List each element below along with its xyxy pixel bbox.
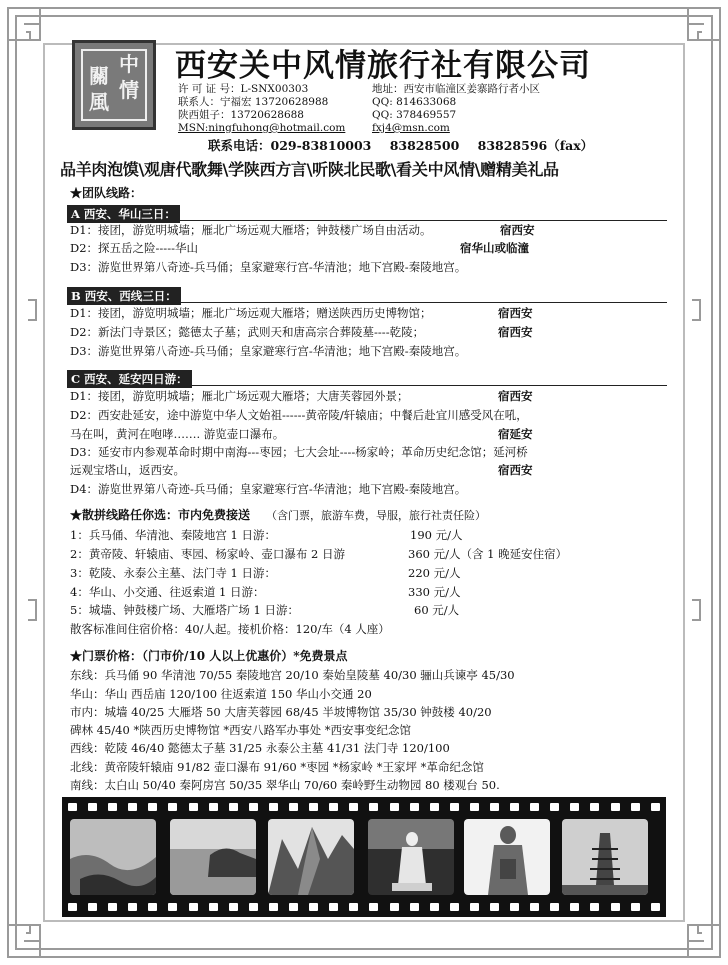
- sanpin-item-2: 2：黄帝陵、轩辕庙、枣园、杨家岭、壶口瀑布 2 日游: [70, 547, 345, 561]
- route-b-day-2: D2：新法门寺景区；懿德太子墓；武则天和唐高宗合葬陵墓----乾陵；: [70, 325, 425, 339]
- contact-phones: 联系电话：029-83810003 83828500 83828596（fax）: [208, 138, 594, 153]
- route-a-day-2: D2：探五岳之险-----华山: [70, 241, 198, 255]
- ticket-line-city-2: 碑林 45/40 *陕西历史博物馆 *西安八路军办事处 *西安事变纪念馆: [70, 723, 412, 737]
- pagoda-photo: [562, 819, 648, 895]
- statue-photo: [368, 819, 454, 895]
- terracotta-warrior-photo: [464, 819, 550, 895]
- sanpin-item-5: 5：城墙、钟鼓楼广场、大雁塔广场 1 日游：: [70, 603, 299, 617]
- info-left: 许 可 证 号：L-SNX00303 联系人：宁福宏 13720628988 陕西姐子：13720628688 MSN:ningfuhong@hotmail.com: [178, 83, 346, 134]
- seaside-rocks-photo: [70, 819, 156, 895]
- sanpin-price-3: 220 元/人: [408, 566, 461, 580]
- route-c-day-3-stay: 宿西安: [498, 463, 533, 477]
- route-b-day-1: D1：接团，游览明城墙；雁北广场远观大雁塔；赠送陕西历史博物馆；: [70, 306, 432, 320]
- ticket-line-west: 西线：乾陵 46/40 懿德太子墓 31/25 永泰公主墓 41/31 法门寺 120/100: [70, 741, 450, 755]
- route-c-day-2-cont: 马在叫，黄河在咆哮……. 游览壶口瀑布。: [70, 427, 285, 441]
- ticket-line-north: 北线：黄帝陵轩辕庙 91/82 壶口瀑布 91/60 *枣园 *杨家岭 *王家坪 *革命纪念馆: [70, 760, 484, 774]
- film-strip: [62, 797, 666, 917]
- logo-char: 風: [89, 90, 109, 114]
- logo-char: 關: [89, 64, 109, 88]
- route-b-title: B 西安、西线三日：: [67, 287, 181, 305]
- tickets-heading: ★门票价格：（门市价/10 人以上优惠价）*免费景点: [70, 649, 348, 663]
- film-holes-bottom: [68, 903, 660, 911]
- company-name: 西安关中风情旅行社有限公司: [175, 48, 591, 84]
- info-right: 地址：西安市临潼区姜寨路行者小区 QQ: 814633068 QQ: 378469557 fxj4@msn.com: [372, 83, 540, 134]
- logo-char: 中: [119, 52, 139, 76]
- ticket-line-city: 市内：城墙 40/25 大雁塔 50 大唐芙蓉园 68/45 半坡博物馆 35/30 钟鼓楼 40/20: [70, 705, 492, 719]
- route-a-day-2-stay: 宿华山或临潼: [460, 241, 529, 255]
- mountain-rocks-photo: [268, 819, 354, 895]
- route-c-day-1: D1：接团，游览明城墙；雁北广场远观大雁塔；大唐芙蓉园外景；: [70, 389, 409, 403]
- sanpin-item-1: 1：兵马俑、华清池、秦陵地宫 1 日游：: [70, 528, 276, 542]
- route-c-day-1-stay: 宿西安: [498, 389, 533, 403]
- route-a-title: A 西安、华山三日：: [67, 205, 180, 223]
- msn-link[interactable]: MSN:ningfuhong@hotmail.com: [178, 122, 346, 134]
- route-c-day-3-cont: 远观宝塔山，返西安。: [70, 463, 185, 477]
- route-a-day-3: D3：游览世界第八奇迹-兵马俑；皇家避寒行宫-华清池；地下宫殿-秦陵地宫。: [70, 260, 467, 274]
- route-b-day-1-stay: 宿西安: [498, 306, 533, 320]
- ticket-line-east: 东线：兵马俑 90 华清池 70/55 秦陵地宫 20/10 秦始皇陵墓 40/30 骊山兵谏亭 45/30: [70, 668, 515, 682]
- sanpin-price-1: 190 元/人: [410, 528, 463, 542]
- coast-cliff-photo: [170, 819, 256, 895]
- sanpin-price-5: 60 元/人: [414, 603, 460, 617]
- team-routes-heading: ★团队线路：: [70, 186, 143, 200]
- sanpin-heading: ★散拼线路任你选：市内免费接送: [70, 508, 251, 522]
- route-c-day-3: D3：延安市内参观革命时期中南海---枣园；七大会址----杨家岭；革命历史纪念馆；延河桥: [70, 445, 528, 459]
- route-c-day-2: D2：西安赴延安，途中游览中华人文始祖------黄帝陵/轩辕庙；中餐后赴宜川感受风在吼，: [70, 408, 528, 422]
- route-c-title: C 西安、延安四日游：: [67, 370, 192, 388]
- sanpin-price-2: 360 元/人（含 1 晚延安住宿）: [408, 547, 568, 561]
- ticket-line-south: 南线：太白山 50/40 秦阿房宫 50/35 翠华山 70/60 秦岭野生动物园 80 楼观台 50.: [70, 778, 500, 792]
- sanpin-item-4: 4：华山、小交通、往返索道 1 日游：: [70, 585, 265, 599]
- company-logo: [72, 40, 156, 130]
- email-link[interactable]: fxj4@msn.com: [372, 122, 450, 134]
- route-a-day-1-stay: 宿西安: [500, 223, 535, 237]
- sanpin-footer: 散客标准间住宿价格：40/人起。接机价格：120/车（4 人座）: [70, 622, 390, 636]
- route-c-day-2-stay: 宿延安: [498, 427, 533, 441]
- sanpin-note: （含门票，旅游车费，导服，旅行社责任险）: [266, 509, 486, 522]
- sanpin-price-4: 330 元/人: [408, 585, 461, 599]
- slogan: 品羊肉泡馍\观唐代歌舞\学陕西方言\听陕北民歌\看关中风情\赠精美礼品: [60, 160, 559, 179]
- route-c-day-4: D4：游览世界第八奇迹-兵马俑；皇家避寒行宫-华清池；地下宫殿-秦陵地宫。: [70, 482, 467, 496]
- route-b-day-2-stay: 宿西安: [498, 325, 533, 339]
- ticket-line-huashan: 华山：华山 西岳庙 120/100 往返索道 150 华山小交通 20: [70, 687, 372, 701]
- film-holes-top: [68, 803, 660, 811]
- route-a-day-1: D1：接团，游览明城墙；雁北广场远观大雁塔；钟鼓楼广场自由活动。: [70, 223, 432, 237]
- logo-char: 情: [119, 78, 139, 102]
- route-b-day-3: D3：游览世界第八奇迹-兵马俑；皇家避寒行宫-华清池；地下宫殿-秦陵地宫。: [70, 344, 467, 358]
- sanpin-item-3: 3：乾陵、永泰公主墓、法门寺 1 日游：: [70, 566, 276, 580]
